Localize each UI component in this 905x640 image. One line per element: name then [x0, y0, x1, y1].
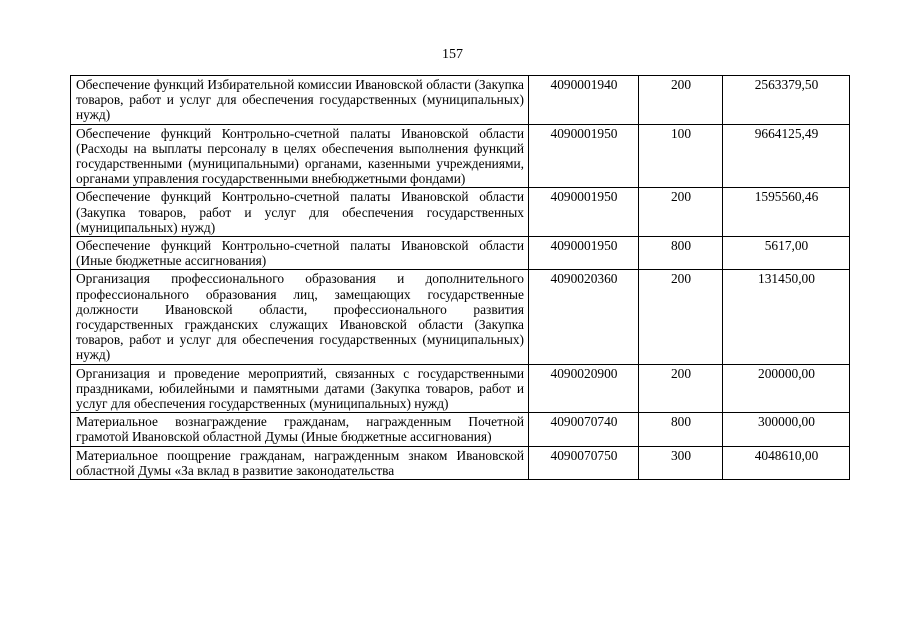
row-expense-type: 200 [639, 76, 723, 125]
row-expense-type: 200 [639, 364, 723, 413]
table-row [71, 270, 850, 364]
row-amount: 9664125,49 [723, 124, 850, 188]
row-description: Материальное поощрение гражданам, награжденным знаком Ивановской областной Думы «За вклад в развитие законодательства [71, 446, 529, 479]
row-target-code: 4090020900 [529, 364, 639, 413]
row-expense-type: 800 [639, 413, 723, 446]
row-amount: 131450,00 [723, 270, 850, 364]
row-target-code: 4090001950 [529, 188, 639, 237]
row-expense-type: 100 [639, 124, 723, 188]
row-expense-type: 800 [639, 237, 723, 270]
row-description: Организация профессионального образования и дополнительного профессионального образования лиц, замещающих государственные должности Ивановской области, профессионального развития государственных гражданских служащих Ивановской области (Закупка товаров, работ и услуг для обеспечения государственных (муниципальных) нужд) [71, 270, 529, 364]
row-description: Материальное вознаграждение гражданам, награжденным Почетной грамотой Ивановской областной Думы (Иные бюджетные ассигнования) [71, 413, 529, 446]
row-target-code: 4090001950 [529, 124, 639, 188]
row-target-code: 4090001950 [529, 237, 639, 270]
budget-table [70, 75, 850, 480]
row-description: Организация и проведение мероприятий, связанных с государственными праздниками, юбилейными и памятными датами (Закупка товаров, работ и услуг для обеспечения государственных (муниципальных) нужд) [71, 364, 529, 413]
row-amount: 1595560,46 [723, 188, 850, 237]
row-amount: 4048610,00 [723, 446, 850, 479]
row-description: Обеспечение функций Контрольно-счетной палаты Ивановской области (Иные бюджетные ассигнования) [71, 237, 529, 270]
table-row [71, 76, 850, 125]
row-target-code: 4090020360 [529, 270, 639, 364]
row-target-code: 4090070750 [529, 446, 639, 479]
table-row [71, 364, 850, 413]
row-expense-type: 300 [639, 446, 723, 479]
table-row [71, 413, 850, 446]
row-amount: 2563379,50 [723, 76, 850, 125]
table-row [71, 237, 850, 270]
table-row [71, 188, 850, 237]
row-description: Обеспечение функций Избирательной комиссии Ивановской области (Закупка товаров, работ и услуг для обеспечения государственных (муниципальных) нужд) [71, 76, 529, 125]
page-number: 157 [442, 47, 463, 62]
row-description: Обеспечение функций Контрольно-счетной палаты Ивановской области (Расходы на выплаты персоналу в целях обеспечения выполнения функций государственными (муниципальными) органами, казенными учреждениями, органами управления государственными внебюджетными фондами) [71, 124, 529, 188]
row-amount: 5617,00 [723, 237, 850, 270]
row-description: Обеспечение функций Контрольно-счетной палаты Ивановской области (Закупка товаров, работ и услуг для обеспечения государственных (муниципальных) нужд) [71, 188, 529, 237]
row-target-code: 4090070740 [529, 413, 639, 446]
row-target-code: 4090001940 [529, 76, 639, 125]
table-row [71, 446, 850, 479]
row-expense-type: 200 [639, 188, 723, 237]
row-expense-type: 200 [639, 270, 723, 364]
row-amount: 200000,00 [723, 364, 850, 413]
table-row [71, 124, 850, 188]
row-amount: 300000,00 [723, 413, 850, 446]
